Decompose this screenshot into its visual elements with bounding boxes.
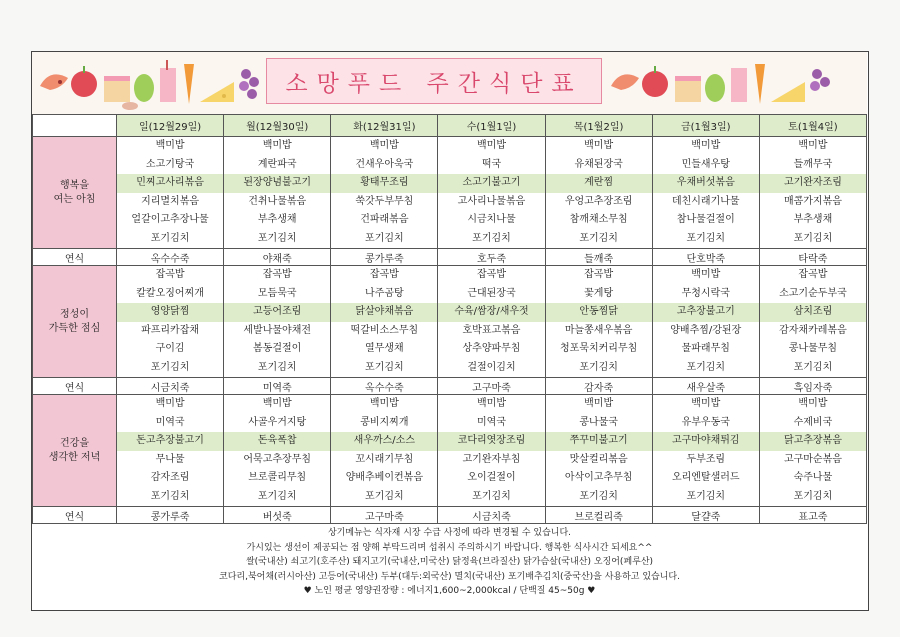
day-header: 금(1월3일)	[652, 115, 759, 137]
menu-item: 포기김치	[472, 490, 511, 502]
menu-item: 지리멸치볶음	[141, 195, 200, 207]
cake-icon	[104, 76, 130, 102]
menu-item: 우엉고추장조림	[564, 195, 633, 207]
menu-item: 두부조림	[686, 453, 726, 465]
menu-item: 백미밥	[691, 398, 721, 409]
weekly-menu-table	[32, 114, 867, 524]
meal-label	[33, 137, 117, 249]
menu-item: 백미밥	[691, 269, 721, 280]
menu-item: 코다리엿장조림	[438, 432, 544, 451]
menu-item: 포기김치	[686, 361, 726, 373]
day-menu-cell	[759, 395, 866, 507]
meal-label	[33, 395, 117, 507]
snack-item: 버섯죽	[224, 507, 331, 524]
drink-icon	[160, 60, 176, 102]
carrot-icon	[184, 64, 194, 104]
menu-item: 백미밥	[477, 398, 506, 409]
snack-item: 호두죽	[438, 249, 545, 266]
menu-item: 된장양념불고기	[224, 174, 330, 193]
menu-item: 양배추찜/강된장	[670, 324, 742, 336]
snack-item: 옥수수죽	[331, 378, 438, 395]
menu-item: 포기김치	[793, 490, 833, 502]
menu-item: 백미밥	[262, 140, 292, 151]
menu-item: 민들새우탕	[681, 158, 730, 170]
meal-row	[33, 266, 867, 378]
menu-item: 구이김	[155, 343, 185, 354]
menu-item: 수제비국	[793, 416, 833, 428]
page-title: 소망푸드 주간식단표	[285, 70, 583, 97]
day-menu-cell	[224, 137, 331, 249]
menu-item: 계란찜	[546, 174, 652, 193]
menu-item: 근대된장국	[467, 287, 516, 299]
carrot-icon	[755, 64, 765, 104]
menu-item: 잡곡밥	[584, 269, 614, 280]
mushroom-icon	[122, 102, 138, 110]
cheese-icon	[200, 82, 234, 102]
day-header-row	[33, 115, 867, 137]
menu-item: 잡곡밥	[369, 269, 399, 280]
menu-item: 오리엔탈샐러드	[671, 472, 740, 483]
menu-item: 꼬시래기무침	[355, 453, 414, 465]
menu-item: 아삭이고추무침	[564, 472, 633, 483]
menu-item: 나주곰탕	[365, 287, 404, 299]
day-menu-cell	[545, 266, 652, 378]
menu-item: 돈고추장불고기	[117, 432, 223, 451]
day-menu-cell	[759, 137, 866, 249]
cheese-icon	[771, 82, 805, 102]
menu-item: 포기김치	[579, 232, 618, 244]
menu-item: 맛살컬리볶음	[569, 453, 628, 465]
menu-item: 떡국	[481, 158, 502, 170]
menu-item: 고구마야채튀김	[653, 432, 759, 451]
menu-item: 포기김치	[686, 490, 726, 502]
menu-item: 데친시래기나물	[671, 195, 740, 207]
day-menu-cell	[224, 395, 331, 507]
menu-item: 백미밥	[369, 398, 399, 409]
snack-item: 새우살죽	[652, 378, 759, 395]
menu-item: 브로콜리무침	[248, 472, 307, 483]
snack-item: 시금치죽	[117, 378, 224, 395]
menu-item: 고등어조림	[224, 303, 330, 322]
day-header: 화(12월31일)	[331, 115, 438, 137]
snack-label: 연식	[33, 378, 117, 395]
day-header: 수(1월1일)	[438, 115, 545, 137]
menu-item: 고사리나물볶음	[457, 195, 526, 207]
menu-item: 포기김치	[793, 361, 833, 373]
menu-item: 포기김치	[257, 490, 297, 502]
menu-item: 잡곡밥	[262, 269, 292, 280]
menu-item: 들깨무국	[793, 158, 833, 170]
menu-item: 포기김치	[686, 232, 726, 244]
menu-item: 포기김치	[150, 232, 190, 244]
footer-nutrition: ♥ 노인 평균 영양권장량 : 에너지1,600~2,000kcal / 단백질 45~50g ♥	[303, 586, 596, 596]
menu-item: 백미밥	[369, 140, 399, 151]
menu-item: 포기김치	[793, 232, 833, 244]
footer-notes	[32, 520, 867, 599]
day-menu-cell	[331, 395, 438, 507]
menu-item: 백미밥	[798, 398, 828, 409]
meal-row	[33, 137, 867, 249]
day-menu-cell	[117, 137, 224, 249]
menu-item: 백미밥	[584, 398, 614, 409]
pear-icon	[134, 74, 154, 102]
menu-item: 백미밥	[477, 140, 506, 151]
menu-item: 콩나물무침	[788, 343, 838, 354]
menu-item: 포기김치	[365, 490, 404, 502]
menu-item: 무나물	[155, 453, 185, 465]
menu-item: 걸절이김치	[467, 361, 516, 373]
menu-item: 포기김치	[150, 361, 190, 373]
day-header: 월(12월30일)	[224, 115, 331, 137]
menu-item: 고기완자조림	[760, 174, 866, 193]
banner	[32, 52, 867, 115]
day-header: 토(1월4일)	[759, 115, 866, 137]
menu-item: 포기김치	[257, 361, 297, 373]
snack-item: 시금치죽	[438, 507, 545, 524]
day-menu-cell	[224, 266, 331, 378]
footer-line: 쌀(국내산) 쇠고기(호주산) 돼지고기(국내산,미국산) 닭정육(브라질산) 닭가슴살(국내산) 오징어(페루산)	[245, 557, 654, 567]
apple-icon	[71, 66, 97, 97]
food-illustration-right	[605, 56, 837, 110]
menu-item: 계란파국	[257, 158, 297, 170]
snack-row	[33, 249, 867, 266]
menu-item: 상추양파무침	[462, 343, 521, 354]
menu-item: 쭈꾸미불고기	[546, 432, 652, 451]
pear-icon	[705, 74, 725, 102]
grape-icon	[810, 69, 830, 91]
menu-item: 포기김치	[579, 361, 618, 373]
menu-item: 열무생채	[365, 343, 404, 354]
menu-sheet	[31, 51, 869, 611]
grape-icon	[239, 69, 259, 99]
menu-item: 유채된장국	[574, 158, 623, 170]
menu-item: 포기김치	[579, 490, 618, 502]
day-menu-cell	[117, 266, 224, 378]
day-menu-cell	[545, 395, 652, 507]
menu-item: 잡곡밥	[155, 269, 185, 280]
day-menu-cell	[545, 137, 652, 249]
menu-item: 콩나물국	[579, 416, 618, 428]
menu-item: 청포묵치커리무침	[559, 343, 638, 354]
menu-item: 소고기불고기	[438, 174, 544, 193]
day-menu-cell	[652, 395, 759, 507]
menu-item: 건새우아욱국	[355, 158, 414, 170]
menu-item: 물파래무침	[681, 343, 730, 354]
menu-item: 잡곡밥	[798, 269, 828, 280]
snack-item: 고구마죽	[438, 378, 545, 395]
drink-icon	[731, 68, 747, 102]
day-menu-cell	[438, 266, 545, 378]
day-menu-cell	[117, 395, 224, 507]
menu-item: 우채버섯볶음	[653, 174, 759, 193]
menu-item: 영양닭찜	[117, 303, 223, 322]
snack-item: 미역죽	[224, 378, 331, 395]
day-header: 목(1월2일)	[545, 115, 652, 137]
meal-label-line: 생각한 저녁	[48, 451, 101, 463]
menu-item: 콩비지찌개	[360, 416, 409, 428]
day-menu-cell	[438, 137, 545, 249]
menu-item: 황태무조림	[331, 174, 437, 193]
day-menu-cell	[331, 137, 438, 249]
menu-item: 백미밥	[691, 140, 721, 151]
menu-item: 무청시락국	[681, 287, 730, 299]
menu-item: 쑥갓두부무침	[355, 195, 414, 207]
cake-icon	[675, 76, 701, 102]
apple-icon	[642, 66, 668, 97]
footer-line: 상기메뉴는 식자재 시장 수급 사정에 따라 변경될 수 있습니다.	[327, 528, 572, 538]
menu-item: 포기김치	[365, 361, 404, 373]
snack-item: 고구마죽	[331, 507, 438, 524]
snack-item: 타락죽	[759, 249, 866, 266]
food-illustration-left	[34, 56, 266, 110]
menu-item: 닭고추장볶음	[760, 432, 866, 451]
menu-item: 떡갈비소스무침	[350, 324, 419, 336]
menu-item: 오이걸절이	[467, 472, 516, 483]
snack-item: 야채죽	[224, 249, 331, 266]
footer-line: 가시있는 생선이 제공되는 점 양해 부탁드리며 섭취시 주의하시기 바랍니다. 행복한 식사시간 되세요^^	[246, 542, 653, 553]
menu-item: 백미밥	[262, 398, 292, 409]
meal-label-line: 가득한 점심	[48, 322, 101, 334]
menu-item: 감자채카레볶음	[779, 324, 847, 336]
menu-item: 새우까스/소스	[331, 432, 437, 451]
day-menu-cell	[652, 266, 759, 378]
snack-item: 브로컬리죽	[545, 507, 652, 524]
menu-item: 포기김치	[257, 232, 297, 244]
menu-item: 고추장불고기	[653, 303, 759, 322]
menu-item: 참나물걸절이	[676, 214, 735, 225]
snack-item: 흑임자죽	[759, 378, 866, 395]
menu-item: 민찌고사리볶음	[117, 174, 223, 193]
menu-item: 삼치조림	[760, 303, 866, 322]
menu-item: 유부우동국	[681, 416, 730, 428]
menu-item: 안동찜닭	[546, 303, 652, 322]
snack-item: 콩가루죽	[117, 507, 224, 524]
menu-item: 건취나물볶음	[248, 195, 307, 207]
day-menu-cell	[759, 266, 866, 378]
menu-item: 포기김치	[365, 232, 404, 244]
menu-item: 사골우거지탕	[248, 416, 307, 428]
menu-item: 돈육폭찹	[224, 432, 330, 451]
menu-item: 잡곡밥	[477, 269, 506, 280]
menu-item: 감자조림	[150, 472, 190, 483]
snack-item: 감자죽	[545, 378, 652, 395]
menu-item: 소고기탕국	[145, 158, 195, 170]
snack-label: 연식	[33, 507, 117, 524]
meal-label-line: 여는 아침	[53, 193, 96, 205]
menu-item: 포기김치	[472, 232, 511, 244]
day-menu-cell	[652, 137, 759, 249]
menu-item: 백미밥	[155, 140, 185, 151]
menu-item: 소고기순두부국	[779, 287, 847, 299]
shrimp-icon	[40, 74, 68, 90]
menu-item: 백미밥	[798, 140, 828, 151]
menu-item: 어묵고추장무침	[243, 453, 312, 465]
menu-item: 고기완자부침	[462, 453, 521, 465]
menu-item: 미역국	[155, 416, 185, 428]
menu-item: 세발나물야채전	[243, 324, 312, 336]
menu-item: 얼갈이고추장나물	[131, 214, 209, 225]
title-box	[266, 58, 602, 104]
menu-item: 건파래볶음	[360, 214, 409, 225]
snack-label: 연식	[33, 249, 117, 266]
menu-item: 부추생채	[257, 214, 297, 225]
menu-item: 고구마순볶음	[783, 453, 842, 465]
menu-item: 양배추베이컨볶음	[345, 472, 423, 483]
menu-item: 포기김치	[150, 490, 190, 502]
meal-label-line: 행복을	[60, 179, 89, 191]
day-menu-cell	[331, 266, 438, 378]
meal-label-line: 정성이	[60, 308, 89, 320]
menu-item: 참깨채소무침	[569, 214, 628, 225]
corner-cell	[33, 115, 117, 137]
shrimp-icon	[611, 74, 639, 90]
menu-item: 미역국	[477, 416, 506, 428]
snack-item: 들깨죽	[545, 249, 652, 266]
snack-item: 단호박죽	[652, 249, 759, 266]
menu-item: 시금치나물	[467, 214, 516, 225]
menu-item: 백미밥	[584, 140, 614, 151]
menu-item: 닭살야채볶음	[331, 303, 437, 322]
meal-row	[33, 395, 867, 507]
snack-item: 달걀죽	[652, 507, 759, 524]
meal-label-line: 건강을	[60, 437, 89, 449]
menu-item: 매콤가지볶음	[783, 195, 842, 207]
footer-line: 코다리,북어채(러시아산) 고등어(국내산) 두부(대두:외국산) 멸치(국내산) 포기배추김치(중국산)을 사용하고 있습니다.	[219, 571, 680, 582]
menu-item: 숙주나물	[793, 472, 833, 483]
menu-item: 봄동걸절이	[253, 343, 302, 354]
snack-item: 옥수수죽	[117, 249, 224, 266]
snack-item: 콩가루죽	[331, 249, 438, 266]
menu-item: 호박표고볶음	[462, 324, 521, 336]
menu-item: 꽃게탕	[584, 287, 614, 299]
menu-item: 마늘쫑새우볶음	[564, 324, 633, 336]
snack-item: 표고죽	[759, 507, 866, 524]
meal-label	[33, 266, 117, 378]
snack-row	[33, 378, 867, 395]
menu-item: 부추생채	[793, 214, 833, 225]
day-menu-cell	[438, 395, 545, 507]
menu-item: 칼칼오징어찌개	[136, 287, 204, 299]
day-header: 일(12월29일)	[117, 115, 224, 137]
menu-item: 수육/쌈장/새우젓	[438, 303, 544, 322]
menu-item: 백미밥	[155, 398, 185, 409]
menu-item: 모듬묵국	[257, 287, 297, 299]
menu-item: 파프리카잡채	[141, 324, 200, 336]
